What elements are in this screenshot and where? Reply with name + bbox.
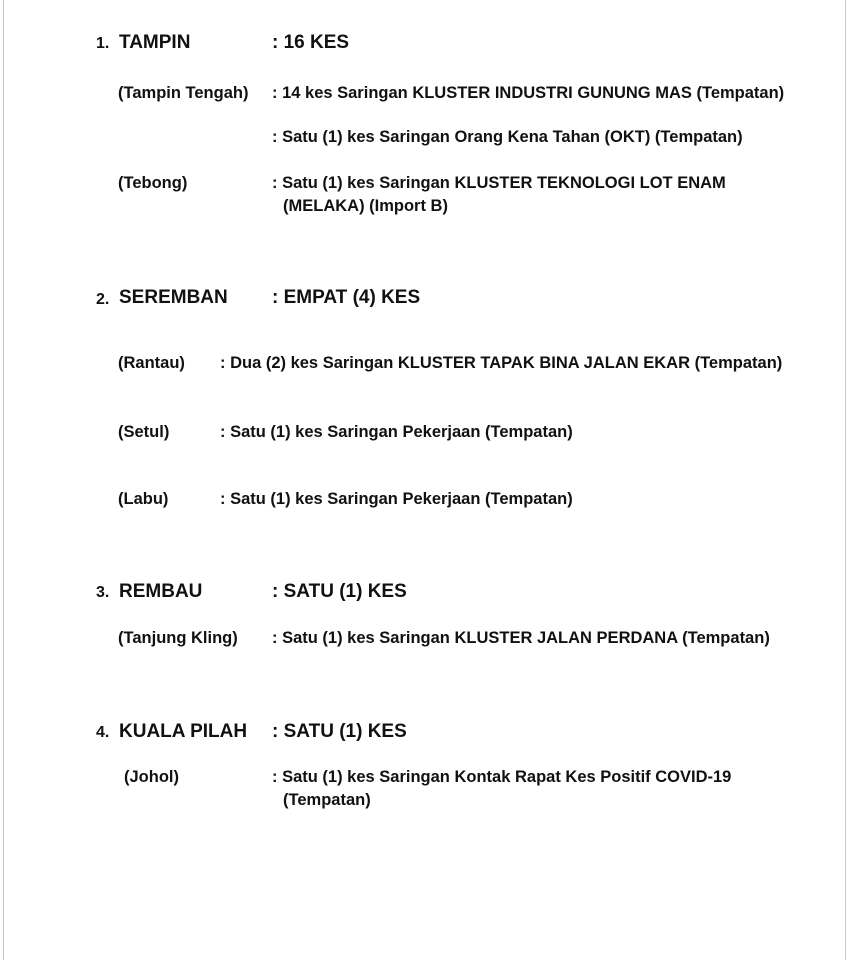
case-detail-continued: (Tempatan) <box>283 791 371 809</box>
case-detail: : Satu (1) kes Saringan KLUSTER TEKNOLOGI LOT ENAM <box>272 174 726 192</box>
area-label: (Tanjung Kling) <box>118 629 238 647</box>
case-detail: : Satu (1) kes Saringan KLUSTER JALAN PERDANA (Tempatan) <box>272 629 770 647</box>
district-total: : 16 KES <box>272 32 350 53</box>
section-number: 1. <box>96 35 110 52</box>
case-detail: : Satu (1) kes Saringan Pekerjaan (Tempatan) <box>220 423 573 441</box>
area-label: (Tampin Tengah) <box>118 84 249 102</box>
case-detail: : 14 kes Saringan KLUSTER INDUSTRI GUNUNG MAS (Tempatan) <box>272 84 785 102</box>
area-label: (Rantau) <box>118 354 185 372</box>
document-page <box>3 0 846 960</box>
case-detail: : Dua (2) kes Saringan KLUSTER TAPAK BINA JALAN EKAR (Tempatan) <box>220 354 783 372</box>
district-total: : EMPAT (4) KES <box>272 287 421 308</box>
district-name: REMBAU <box>119 581 203 602</box>
district-total: : SATU (1) KES <box>272 721 407 742</box>
area-label: (Labu) <box>118 490 169 508</box>
district-name: KUALA PILAH <box>119 721 248 742</box>
case-detail: : Satu (1) kes Saringan Kontak Rapat Kes Positif COVID-19 <box>272 768 732 786</box>
district-name: TAMPIN <box>119 32 191 53</box>
case-detail-continued: (MELAKA) (Import B) <box>283 197 448 215</box>
section-number: 3. <box>96 584 110 601</box>
section-number: 4. <box>96 724 110 741</box>
district-name: SEREMBAN <box>119 287 228 308</box>
area-label: (Tebong) <box>118 174 188 192</box>
area-label: (Setul) <box>118 423 170 441</box>
section-number: 2. <box>96 291 110 308</box>
case-detail: : Satu (1) kes Saringan Pekerjaan (Tempatan) <box>220 490 573 508</box>
area-label: (Johol) <box>124 768 179 786</box>
case-detail: : Satu (1) kes Saringan Orang Kena Tahan (OKT) (Tempatan) <box>272 128 743 146</box>
district-total: : SATU (1) KES <box>272 581 407 602</box>
